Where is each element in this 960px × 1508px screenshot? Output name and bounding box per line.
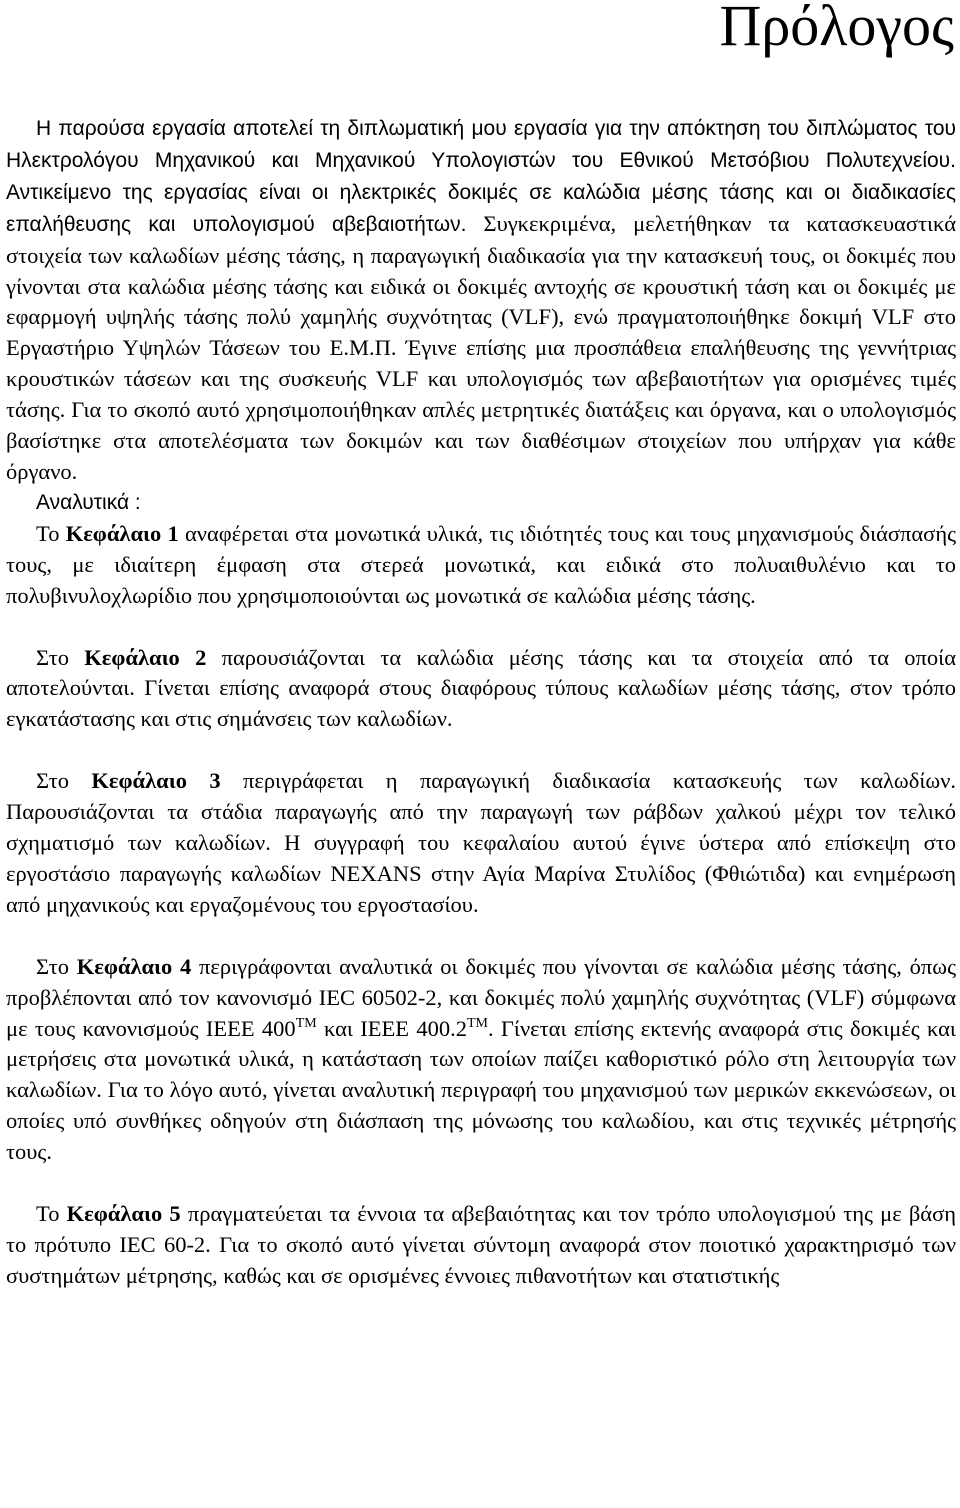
chapter-text: πραγματεύεται τα έννοια τα αβεβαιότητας και τον τρόπο υπολογισμού της με βάση το πρότυπο IEC 60-2. Για το σκοπό αυτό γίνεται σύντομη αναφορά στον ποιοτικό χαρακτηρισμό των συστημάτων μέτρησης, καθώς και σε ορισμένες έννοιες πιθανοτήτων και στατιστικής (6, 1201, 956, 1288)
chapter-number: 2 (195, 644, 207, 670)
chapter-number: 5 (169, 1201, 181, 1227)
chapter-prefix: Στο (36, 953, 77, 979)
page-title: Πρόλογος (719, 0, 954, 58)
chapter-text-c: . Γίνεται επίσης εκτενής αναφορά στις δοκιμές και μετρήσεις στα μονωτικά υλικά, η κατάσταση των οποίων παίζει καθοριστικό ρόλο στη λειτουργία των καλωδίων. Για το λόγο αυτό, γίνεται αναλυτική περιγραφή του μηχανισμού των μερικών εκκενώσεων, οι οποίες υπό συνθήκες οδηγούν στη διάσπαση της μόνωσης του καλωδίου, και στις τεχνικές μέτρησής τους. (6, 1015, 956, 1165)
chapter-text: περιγράφεται η παραγωγική διαδικασία κατασκευής των καλωδίων. Παρουσιάζονται τα στάδια παραγωγής από την παραγωγή των ράβδων χαλκού μέχρι τον τελικό σχηματισμό των καλωδίων. Η συγγραφή του κεφαλαίου αυτού έγινε ύστερα από επίσκεψη στο εργοστάσιο παραγωγής καλωδίων NEXANS στην Αγία Μαρίνα Στυλίδος (Φθιώτιδα) και ενημέρωση από μηχανικούς και εργαζομένους του εργοστασίου. (6, 768, 957, 917)
chapter-word: Κεφάλαιο (84, 644, 180, 670)
chapter-prefix: Το (36, 1201, 67, 1227)
chapter-word: Κεφάλαιο (76, 953, 173, 979)
chapter-text-b: και IEEE 400.2 (316, 1015, 467, 1041)
chapter-word: Κεφάλαιο (65, 520, 162, 546)
chapter-word: Κεφάλαιο (91, 768, 187, 794)
body-text (6, 113, 956, 1292)
intro-rest: Συγκεκριμένα, μελετήθηκαν τα κατασκευαστικά στοιχεία των καλωδίων μέσης τάσης, η παραγωγική διαδικασία για την κατασκευή τους, οι δοκιμές που γίνονται στα καλώδια μέσης τάσης και ειδικά οι δοκιμές αντοχής σε κρουστική τάση και οι δοκιμές με εφαρμογή υψηλής τάσης πολύ χαμηλής συχνότητας (VLF), ενώ πραγματοποιήθηκε δοκιμή VLF στο Εργαστήριο Υψηλών Τάσεων του Ε.Μ.Π. Έγινε επίσης μια προσπάθεια επαλήθευσης της γεννήτριας κρουστικών τάσεων και της συσκευής VLF και υπολογισμός των αβεβαιοτήτων για ορισμένες τιμές τάσης. Για το σκοπό αυτό χρησιμοποιήθηκαν απλές μετρητικές διατάξεις και όργανα, και ο υπολογισμός βασίστηκε στα αποτελέσματα των δοκιμών και των διαθέσιμων στοιχείων που υπήρχαν για κάθε όργανο. (6, 210, 956, 484)
chapter-5-paragraph (6, 1199, 956, 1292)
chapter-number: 4 (180, 953, 192, 979)
chapter-prefix: Στο (36, 768, 92, 794)
trademark-superscript: TM (466, 1015, 488, 1031)
chapter-text: αναφέρεται στα μονωτικά υλικά, τις ιδιότητές τους και τους μηχανισμούς διάσπασής τους, με ιδιαίτερη έμφαση στα στερεά μονωτικά, και ειδικά στο πολυαιθυλένιο και το πολυβινυλοχλωρίδιο που χρησιμοποιούνται ως μονωτικά σε καλώδια μέσης τάσης. (6, 520, 956, 608)
chapter-word: Κεφάλαιο (66, 1201, 163, 1227)
chapter-prefix: Στο (36, 644, 85, 670)
intro-paragraph (6, 115, 956, 484)
chapter-4-paragraph (6, 952, 956, 1168)
chapter-3-paragraph (6, 766, 956, 921)
intro-lead: Η παρούσα εργασία αποτελεί τη διπλωματική μου εργασία για την απόκτηση του διπλώματος του Ηλεκτρολόγου Μηχανικού και Μηχανικού Υπολογιστών του Εθνικού Μετσόβιου Πολυτεχνείου. Αντικείμενο της εργασίας είναι οι ηλεκτρικές δοκιμές σε καλώδια μέσης τάσης και οι διαδικασίες επαλήθευσης και υπολογισμού αβεβαιοτήτων. (6, 117, 956, 236)
chapter-1-paragraph (6, 519, 956, 612)
analysis-label: Αναλυτικά : (36, 490, 141, 514)
chapter-text: παρουσιάζονται τα καλώδια μέσης τάσης και τα στοιχεία από τα οποία αποτελούνται. Γίνεται επίσης αναφορά στους διαφόρους τύπους καλωδίων μέσης τάσης, στον τρόπο εγκατάστασης και στις σημάνσεις των καλωδίων. (6, 644, 957, 732)
chapter-2-paragraph (6, 643, 956, 736)
chapter-text-a: περιγράφονται αναλυτικά οι δοκιμές που γίνονται σε καλώδια μέσης τάσης, όπως προβλέπονται από τον κανονισμό IEC 60502-2, και δοκιμές πολύ χαμηλής συχνότητας (VLF) σύμφωνα με τους κανονισμούς IEEE 400 (6, 953, 957, 1041)
chapter-number: 3 (209, 768, 221, 794)
trademark-superscript: TM (295, 1015, 317, 1031)
chapter-prefix: Το (36, 520, 66, 546)
chapter-number: 1 (167, 520, 179, 546)
